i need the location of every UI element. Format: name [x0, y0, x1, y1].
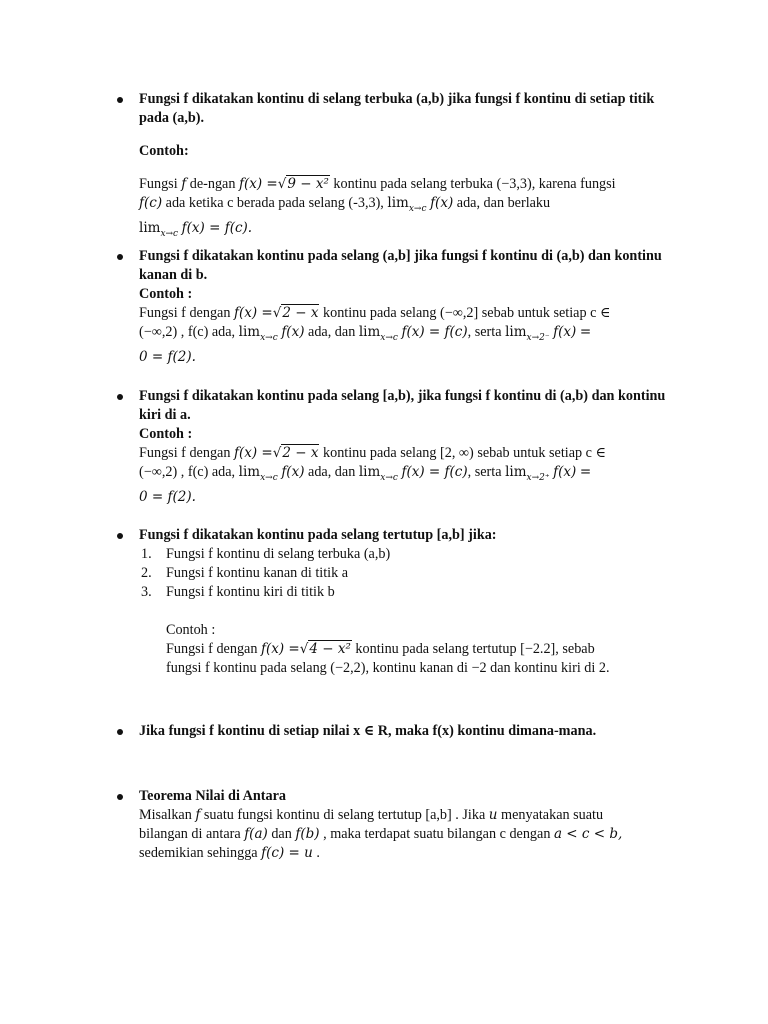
text-run: fungsi f kontinu pada selang (−2,2), kontinu kanan di −2 dan kontinu kiri di 2.: [166, 660, 610, 676]
text-run: ada ketika c berada pada selang (-3,3),: [165, 195, 384, 211]
math-expr: f(x) = f(c): [401, 324, 468, 340]
lim-subscript: x→2⁺: [526, 473, 550, 483]
sqrt-sign: √: [272, 305, 282, 321]
math-expr: f(x): [281, 324, 305, 340]
math-expr: f(x) =: [260, 641, 300, 657]
section-heading: Fungsi f dikatakan kontinu pada selang (a,b] jika fungsi f kontinu di (a,b) dan kontinu kanan di b.: [139, 248, 662, 283]
text-run: kontinu pada selang [2, ∞) sebab untuk setiap c ∈: [323, 445, 607, 461]
math-expr: f(b): [295, 826, 320, 842]
math-f: f: [181, 176, 187, 192]
math-expr: f(x): [430, 195, 454, 211]
section-everywhere: [139, 722, 684, 741]
bullet-dot: [117, 533, 123, 539]
list-item: [139, 564, 684, 583]
text-run: , serta: [467, 464, 502, 480]
section-open-interval: [139, 90, 679, 244]
theorem-text: [139, 806, 684, 863]
lim-op: lim: [358, 464, 381, 480]
text-run: dan: [271, 826, 292, 842]
example-text: [139, 640, 684, 678]
list-number: 1.: [141, 546, 152, 562]
section-heading: Fungsi f dikatakan kontinu di selang terbuka (a,b) jika fungsi f kontinu di setiap titik pada (a,b).: [139, 91, 655, 126]
math-expr: f(a): [244, 826, 268, 842]
text-run: (−∞,2) , f(c) ada,: [139, 464, 236, 480]
list-number: 2.: [141, 565, 152, 581]
lim-subscript: x→c: [408, 204, 427, 214]
sqrt-sign: √: [277, 176, 287, 192]
section-intermediate-value-theorem: [139, 787, 684, 863]
bullet-dot: [117, 794, 123, 800]
section-half-open-left: [139, 387, 684, 507]
text-run: Misalkan: [139, 807, 192, 823]
bullet-dot: [117, 729, 123, 735]
list-text: Fungsi f kontinu kiri di titik b: [166, 584, 335, 600]
lim-subscript: x→c: [260, 473, 278, 483]
math-expr: f(c) = u: [261, 845, 313, 861]
section-heading: Fungsi f dikatakan kontinu pada selang [a,b), jika fungsi f kontinu di (a,b) dan kontinu kiri di a.: [139, 388, 666, 423]
math-expr: 0 = f(2).: [139, 349, 196, 365]
list-number: 3.: [141, 584, 152, 600]
text-run: ada, dan: [308, 464, 356, 480]
text-run: sedemikian sehingga: [139, 845, 258, 861]
example-label: Contoh :: [139, 286, 193, 302]
section-half-open-right: [139, 247, 684, 367]
text-run: (−∞,2) , f(c) ada,: [139, 324, 236, 340]
sqrt-sign: √: [299, 641, 309, 657]
lim-op: lim: [139, 220, 161, 236]
example-text: [139, 175, 679, 244]
section-heading: Fungsi f dikatakan kontinu pada selang tertutup [a,b] jika:: [139, 527, 497, 543]
text-run: Fungsi f dengan: [166, 641, 258, 657]
text-run: , serta: [467, 324, 502, 340]
math-expr: f(x): [553, 464, 577, 480]
lim-op: lim: [505, 324, 527, 340]
text-run: , maka terdapat suatu bilangan c dengan: [323, 826, 551, 842]
text-run: ada, dan: [308, 324, 356, 340]
radicand: 9 − x²: [287, 176, 329, 192]
math-expr: =: [579, 464, 592, 480]
text-run: kontinu pada selang tertutup [−2.2], sebab: [355, 641, 595, 657]
example-label: Contoh :: [139, 426, 193, 442]
text-run: Fungsi f dengan: [139, 445, 231, 461]
text-run: .: [316, 845, 320, 861]
math-expr: f(x) =: [233, 305, 273, 321]
example-label: Contoh :: [166, 622, 216, 638]
lim-subscript: x→c: [380, 473, 398, 483]
list-text: Fungsi f kontinu kanan di titik a: [166, 565, 349, 581]
math-expr: 0 = f(2).: [139, 489, 196, 505]
list-item: [139, 545, 684, 564]
text-run: kontinu pada selang (−∞,2] sebab untuk setiap c ∈: [323, 305, 611, 321]
text-run: suatu fungsi kontinu di selang tertutup [a,b] . Jika: [203, 807, 486, 823]
math-u: u: [488, 807, 498, 823]
text-run: kontinu pada selang terbuka (−3,3), karena fungsi: [333, 176, 616, 192]
text-run: Fungsi f dengan: [139, 305, 231, 321]
text-run: Fungsi: [139, 176, 178, 192]
bullet-dot: [117, 254, 123, 260]
example-label: Contoh:: [139, 143, 189, 159]
section-heading: Teorema Nilai di Antara: [139, 788, 286, 804]
radicand: 2 − x: [282, 305, 319, 321]
example-text: [139, 304, 684, 367]
math-expr: f(x) = f(c): [401, 464, 468, 480]
list-text: Fungsi f kontinu di selang terbuka (a,b): [166, 546, 391, 562]
list-item: [139, 583, 684, 602]
math-expr: f(x) =: [233, 445, 273, 461]
lim-subscript: x→c: [380, 333, 398, 343]
sqrt-sign: √: [272, 445, 282, 461]
text-run: ada, dan berlaku: [456, 195, 551, 211]
lim-op: lim: [238, 324, 261, 340]
condition-list: [139, 545, 684, 602]
example-text: [139, 444, 684, 507]
lim-op: lim: [358, 324, 381, 340]
lim-subscript: x→c: [260, 333, 278, 343]
radicand: 2 − x: [282, 445, 319, 461]
bullet-dot: [117, 97, 123, 103]
section-closed-interval: [139, 526, 684, 678]
math-expr: =: [579, 324, 592, 340]
math-expr: f(x): [281, 464, 305, 480]
radicand: 4 − x²: [309, 641, 351, 657]
section-heading: Jika fungsi f kontinu di setiap nilai x ∈ R, maka f(x) kontinu dimana-mana.: [139, 723, 597, 739]
lim-op: lim: [238, 464, 261, 480]
text-run: menyatakan suatu: [501, 807, 604, 823]
math-f: f: [195, 807, 201, 823]
lim-op: lim: [387, 195, 409, 211]
lim-subscript: x→c: [160, 229, 179, 239]
text-run: de-ngan: [189, 176, 236, 192]
math-expr: f(x): [553, 324, 577, 340]
lim-subscript: x→2⁻: [526, 333, 550, 343]
math-expr: f(x) = f(c).: [181, 220, 253, 236]
math-expr: a < c < b,: [553, 826, 623, 842]
text-run: bilangan di antara: [139, 826, 241, 842]
math-expr: f(c): [139, 195, 163, 211]
math-expr: f(x) =: [238, 176, 278, 192]
lim-op: lim: [505, 464, 527, 480]
bullet-dot: [117, 394, 123, 400]
